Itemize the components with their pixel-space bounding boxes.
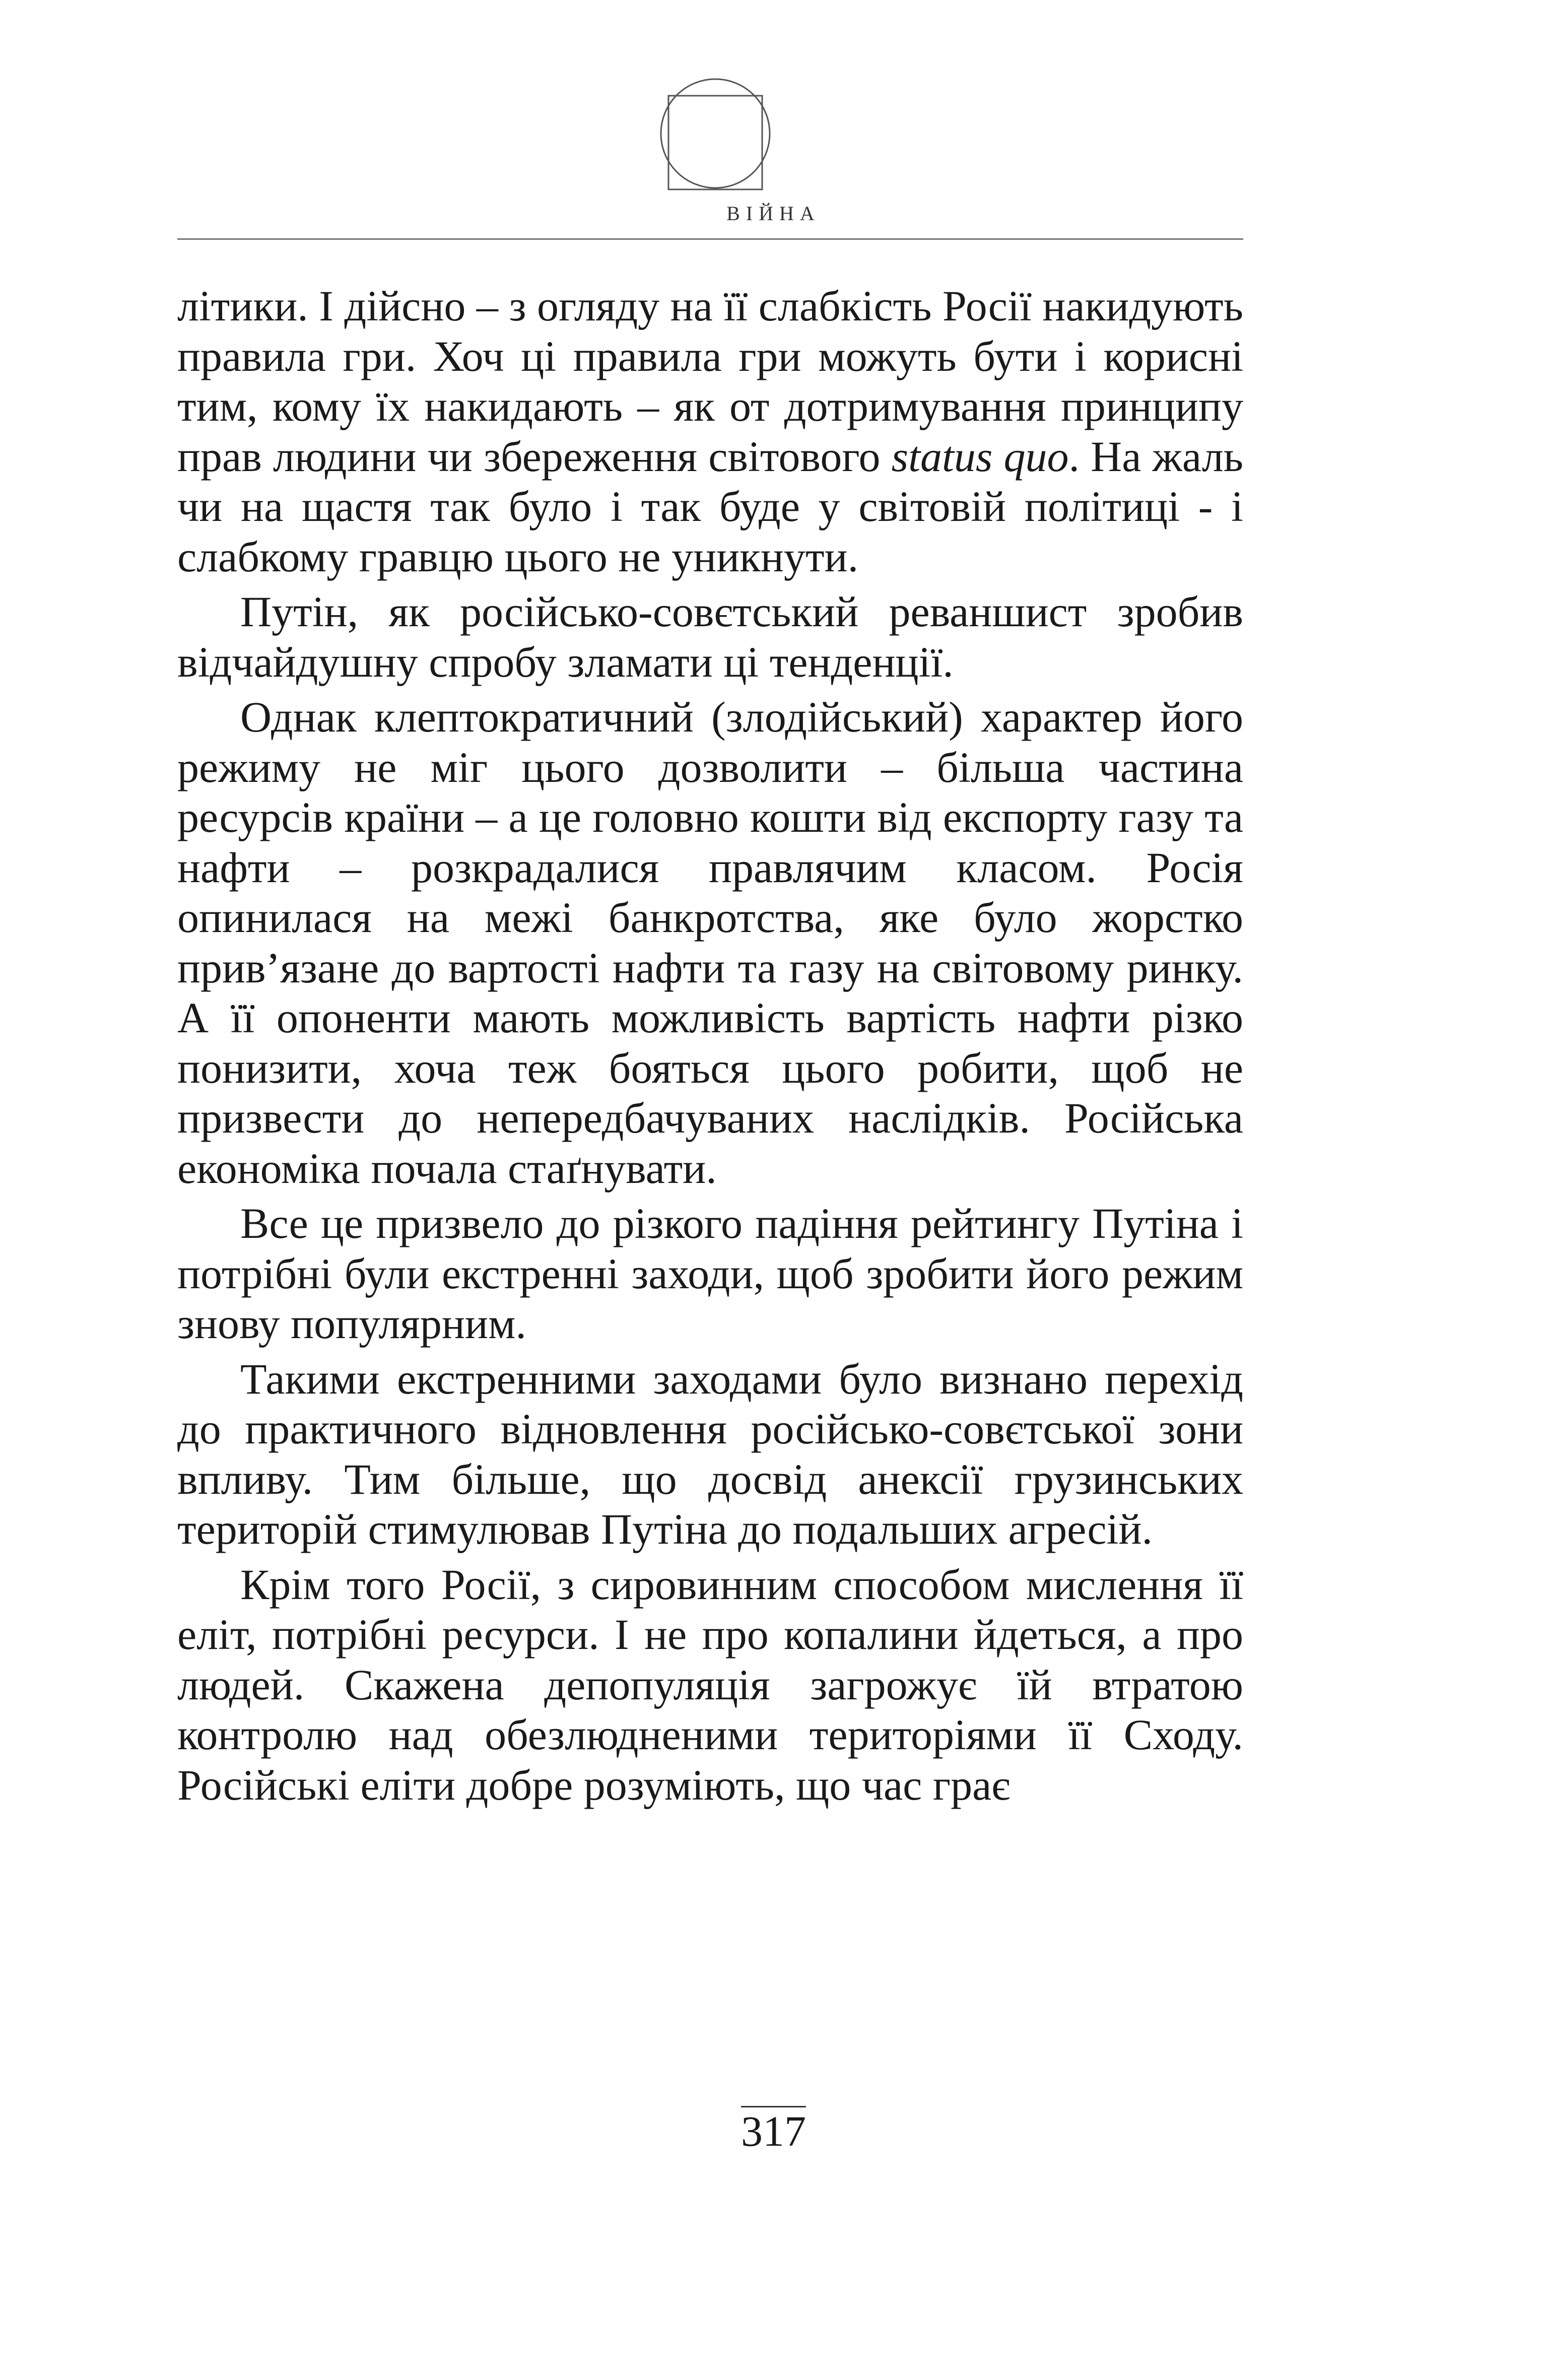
body-text: [177, 281, 1243, 1815]
paragraph-1-italic: status quo: [891, 432, 1069, 481]
header-rule: [177, 238, 1243, 240]
paragraph-3: Однак клептократичний (злодійський) характер його режиму не міг цього дозволити – більша частина ресурсів країни – а це головно кошти від експорту газу та нафти – розкрадалися правлячим класом. Росія опинилася на межі банкротства, яке було жорстко прив’язане до вартості нафти та газу на світовому ринку. А її опоненти мають можливість вартість нафти різко понизити, хоча теж бояться цього робити, щоб не призвести до непередбачуваних наслідків. Російська економіка почала стаґнувати.: [177, 693, 1243, 1193]
paragraph-1: [177, 281, 1243, 582]
page-number: [0, 2106, 1547, 2156]
page-number-text: 317: [741, 2107, 806, 2155]
paragraph-4: Все це призвело до різкого падіння рейтингу Путіна і потрібні були екстренні заходи, щоб зробити його режим знову популярним.: [177, 1199, 1243, 1348]
paragraph-2: Путін, як російсько-совєтський реваншист зробив відчайдушну спробу зламати ці тенденції.: [177, 587, 1243, 686]
running-head: ВІЙНА: [726, 202, 821, 225]
circle-square-emblem-icon: [657, 76, 773, 191]
paragraph-1-end: . На жаль чи на щастя так було і так буде у світовій політиці - і слабкому гравцю цього не уникнути.: [177, 432, 1243, 581]
paragraph-5: Такими екстренними заходами було визнано перехід до практичного відновлення російсько-совєтської зони впливу. Тим більше, що досвід анексії грузинських територій стимулював Путіна до подальших агресій.: [177, 1354, 1243, 1553]
paragraph-1-start: літики. І дійсно – з огляду на її слабкість Росії накидують правила гри. Хоч ці правила гри можуть бути і корисні тим, кому їх накидають – як от дотримування принципу прав людини чи збереження світового: [177, 282, 1243, 481]
paragraph-6: Крім того Росії, з сировинним способом мислення її еліт, потрібні ресурси. І не про копалини йдеться, а про людей. Скажена депопуляція загрожує їй втратою контролю над обезлюдненими територіями її Сходу. Російські еліти добре розуміють, що час грає: [177, 1560, 1243, 1809]
